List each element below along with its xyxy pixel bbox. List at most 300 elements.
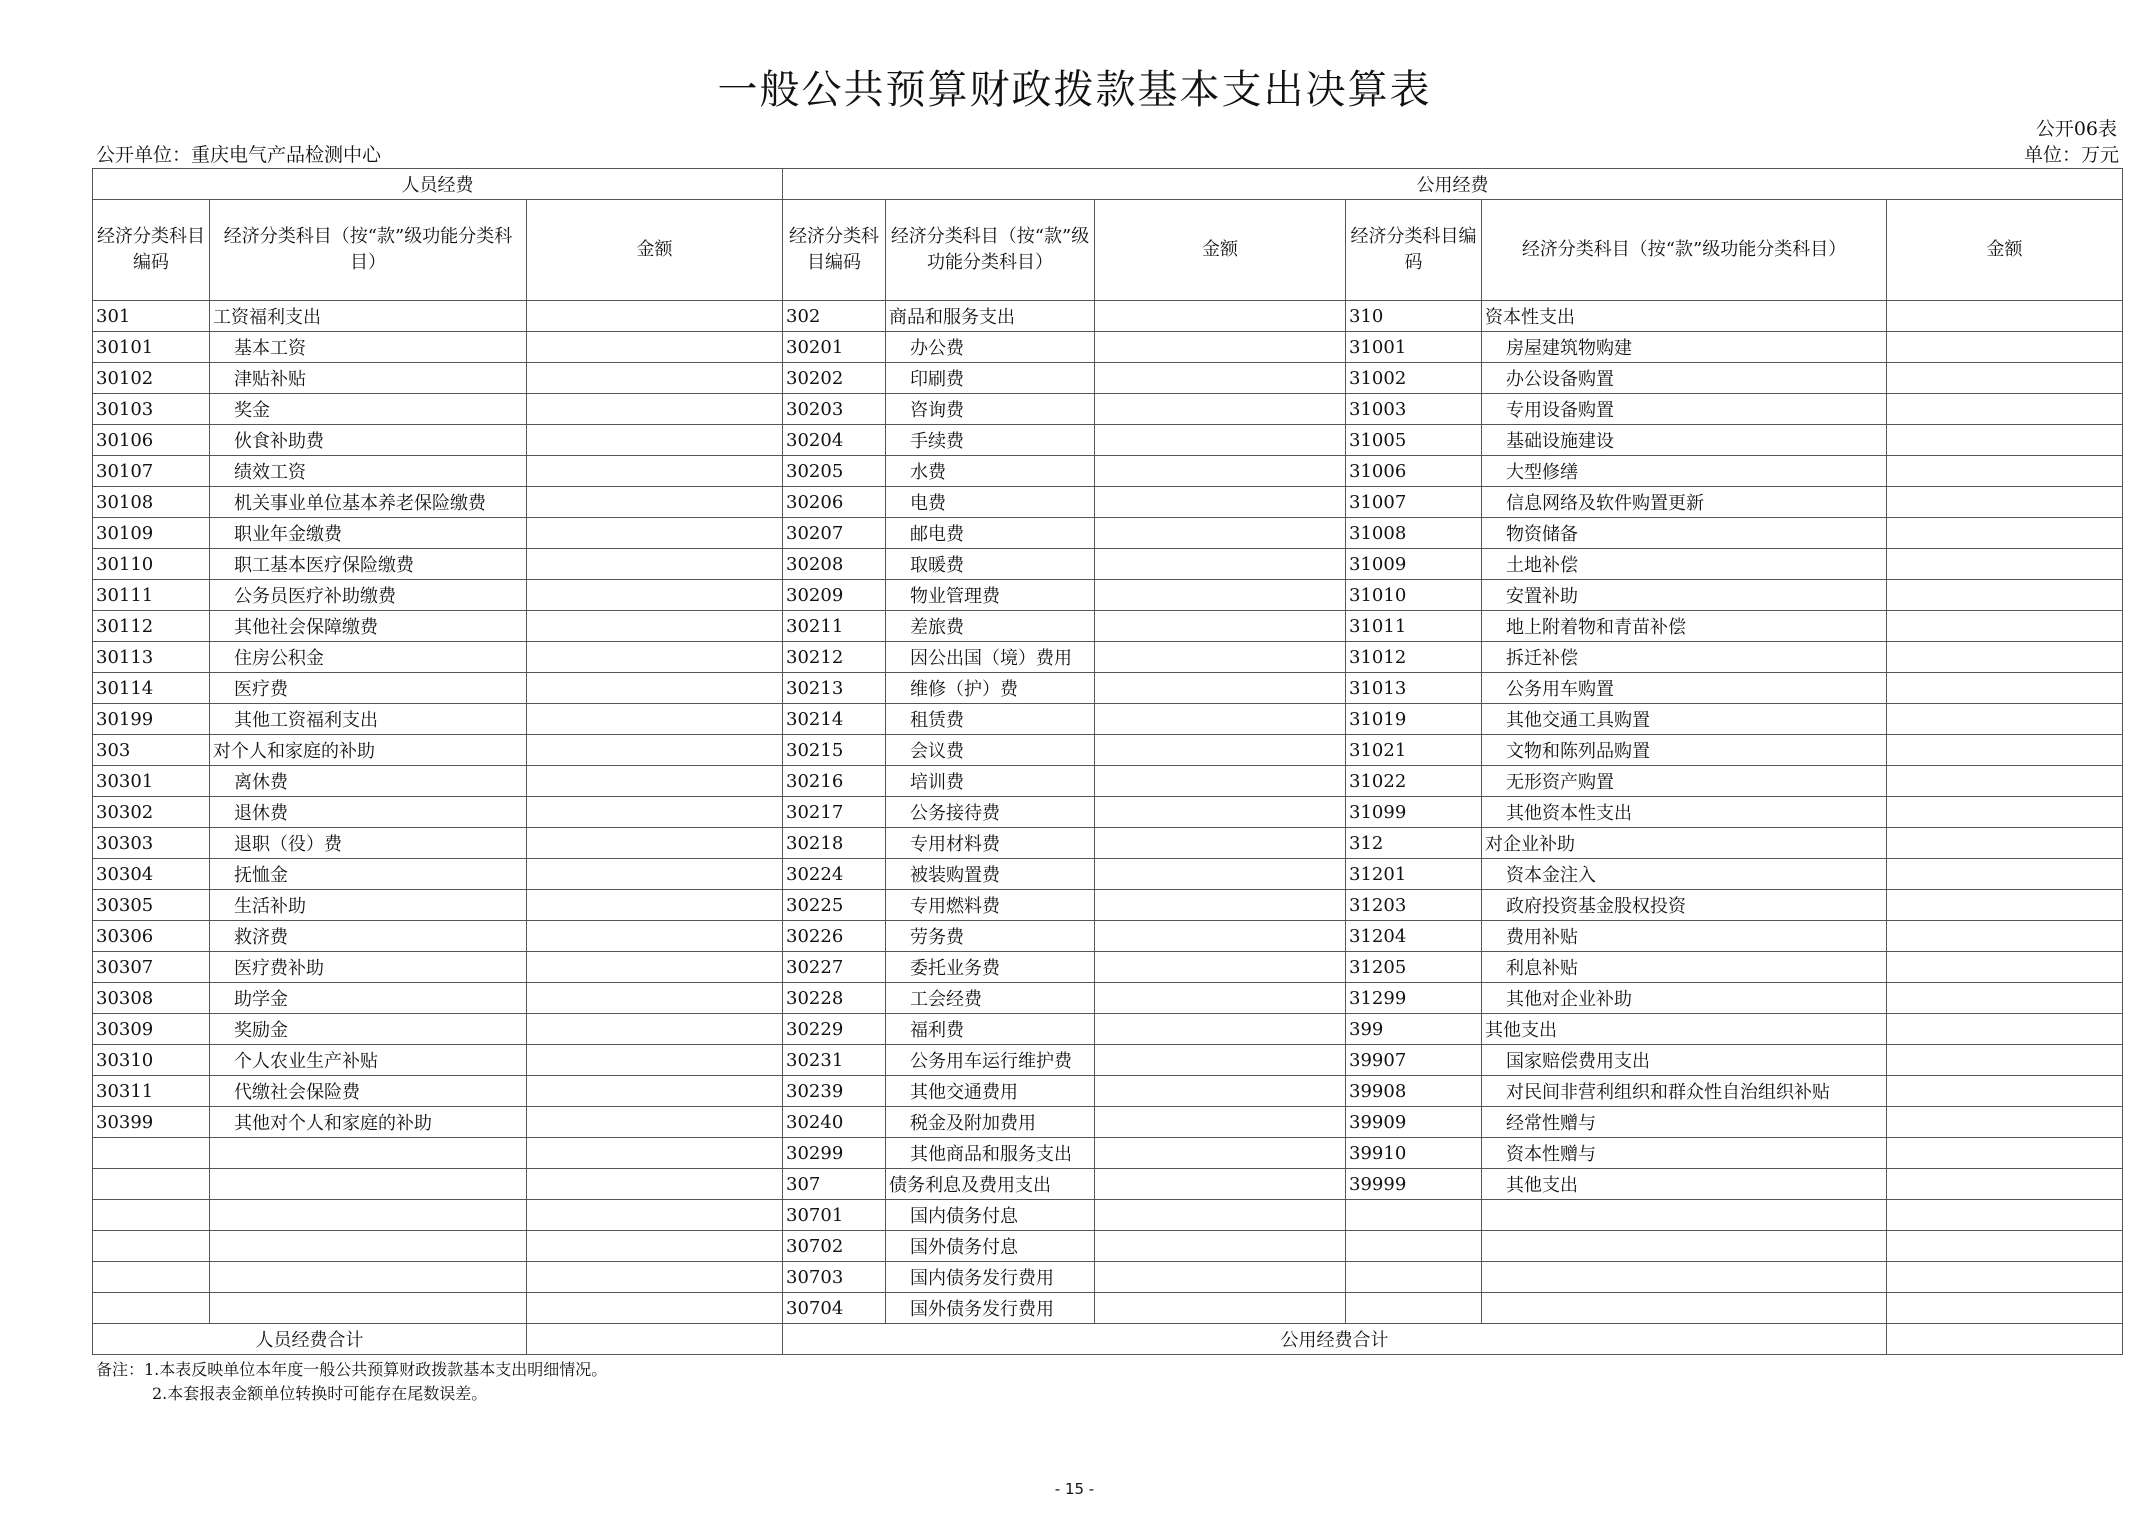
goods-amount-cell bbox=[1095, 952, 1346, 983]
personnel-amount-cell bbox=[527, 1045, 783, 1076]
personnel-name-cell bbox=[210, 1293, 527, 1324]
goods-amount-cell bbox=[1095, 828, 1346, 859]
capital-code-cell: 31299 bbox=[1346, 983, 1482, 1014]
table-row bbox=[93, 921, 2123, 952]
goods-name-cell: 劳务费 bbox=[886, 921, 1095, 952]
goods-name-cell: 专用材料费 bbox=[886, 828, 1095, 859]
page-number: - 15 - bbox=[1054, 1480, 1095, 1498]
capital-amount-cell bbox=[1887, 332, 2123, 363]
goods-amount-cell bbox=[1095, 1262, 1346, 1293]
capital-amount-cell bbox=[1887, 859, 2123, 890]
goods-code-cell: 30227 bbox=[783, 952, 886, 983]
capital-amount-cell bbox=[1887, 642, 2123, 673]
capital-name-cell: 资本性赠与 bbox=[1482, 1138, 1887, 1169]
personnel-amount-cell bbox=[527, 363, 783, 394]
goods-amount-cell bbox=[1095, 890, 1346, 921]
column-header-row bbox=[93, 200, 2123, 301]
capital-name-cell: 无形资产购置 bbox=[1482, 766, 1887, 797]
capital-code-cell: 31009 bbox=[1346, 549, 1482, 580]
goods-amount-cell bbox=[1095, 642, 1346, 673]
goods-amount-cell bbox=[1095, 301, 1346, 332]
capital-code-cell: 31204 bbox=[1346, 921, 1482, 952]
capital-code-cell: 39910 bbox=[1346, 1138, 1482, 1169]
goods-code-cell: 30226 bbox=[783, 921, 886, 952]
col-header-capital-amount: 金额 bbox=[1887, 200, 2123, 301]
goods-code-cell: 30225 bbox=[783, 890, 886, 921]
capital-amount-cell bbox=[1887, 1076, 2123, 1107]
personnel-name-cell: 职工基本医疗保险缴费 bbox=[210, 549, 527, 580]
goods-code-cell: 30207 bbox=[783, 518, 886, 549]
capital-name-cell: 利息补贴 bbox=[1482, 952, 1887, 983]
capital-code-cell: 31013 bbox=[1346, 673, 1482, 704]
capital-name-cell bbox=[1482, 1262, 1887, 1293]
personnel-amount-cell bbox=[527, 1200, 783, 1231]
goods-name-cell: 债务利息及费用支出 bbox=[886, 1169, 1095, 1200]
personnel-amount-cell bbox=[527, 611, 783, 642]
capital-name-cell: 其他资本性支出 bbox=[1482, 797, 1887, 828]
personnel-name-cell: 医疗费 bbox=[210, 673, 527, 704]
goods-amount-cell bbox=[1095, 425, 1346, 456]
personnel-amount-cell bbox=[527, 890, 783, 921]
table-body bbox=[93, 301, 2123, 1324]
personnel-code-cell: 30101 bbox=[93, 332, 210, 363]
capital-code-cell: 31011 bbox=[1346, 611, 1482, 642]
personnel-amount-cell bbox=[527, 518, 783, 549]
personnel-code-cell: 30102 bbox=[93, 363, 210, 394]
personnel-name-cell: 离休费 bbox=[210, 766, 527, 797]
goods-amount-cell bbox=[1095, 704, 1346, 735]
goods-name-cell: 办公费 bbox=[886, 332, 1095, 363]
col-header-personnel-name: 经济分类科目（按“款”级功能分类科目） bbox=[210, 200, 527, 301]
personnel-name-cell bbox=[210, 1169, 527, 1200]
goods-name-cell: 物业管理费 bbox=[886, 580, 1095, 611]
personnel-amount-cell bbox=[527, 797, 783, 828]
personnel-amount-cell bbox=[527, 859, 783, 890]
goods-name-cell: 咨询费 bbox=[886, 394, 1095, 425]
capital-code-cell bbox=[1346, 1200, 1482, 1231]
personnel-amount-cell bbox=[527, 828, 783, 859]
capital-name-cell: 房屋建筑物购建 bbox=[1482, 332, 1887, 363]
goods-amount-cell bbox=[1095, 859, 1346, 890]
goods-amount-cell bbox=[1095, 1107, 1346, 1138]
capital-name-cell: 公务用车购置 bbox=[1482, 673, 1887, 704]
capital-name-cell: 资本金注入 bbox=[1482, 859, 1887, 890]
capital-code-cell: 312 bbox=[1346, 828, 1482, 859]
table-row bbox=[93, 518, 2123, 549]
table-row bbox=[93, 456, 2123, 487]
personnel-amount-cell bbox=[527, 1014, 783, 1045]
goods-code-cell: 30202 bbox=[783, 363, 886, 394]
capital-code-cell: 39908 bbox=[1346, 1076, 1482, 1107]
capital-name-cell: 政府投资基金股权投资 bbox=[1482, 890, 1887, 921]
col-header-capital-name: 经济分类科目（按“款”级功能分类科目） bbox=[1482, 200, 1887, 301]
capital-amount-cell bbox=[1887, 425, 2123, 456]
capital-amount-cell bbox=[1887, 611, 2123, 642]
goods-amount-cell bbox=[1095, 1169, 1346, 1200]
table-row bbox=[93, 704, 2123, 735]
capital-name-cell: 对民间非营利组织和群众性自治组织补贴 bbox=[1482, 1076, 1887, 1107]
goods-code-cell: 30209 bbox=[783, 580, 886, 611]
capital-code-cell: 399 bbox=[1346, 1014, 1482, 1045]
personnel-name-cell: 助学金 bbox=[210, 983, 527, 1014]
capital-code-cell: 31002 bbox=[1346, 363, 1482, 394]
goods-amount-cell bbox=[1095, 1076, 1346, 1107]
capital-amount-cell bbox=[1887, 673, 2123, 704]
goods-name-cell: 取暖费 bbox=[886, 549, 1095, 580]
personnel-code-cell bbox=[93, 1169, 210, 1200]
capital-name-cell bbox=[1482, 1231, 1887, 1262]
capital-code-cell: 39909 bbox=[1346, 1107, 1482, 1138]
personnel-name-cell: 公务员医疗补助缴费 bbox=[210, 580, 527, 611]
personnel-code-cell: 30109 bbox=[93, 518, 210, 549]
capital-name-cell: 费用补贴 bbox=[1482, 921, 1887, 952]
goods-amount-cell bbox=[1095, 1045, 1346, 1076]
goods-amount-cell bbox=[1095, 1014, 1346, 1045]
goods-name-cell: 专用燃料费 bbox=[886, 890, 1095, 921]
capital-amount-cell bbox=[1887, 580, 2123, 611]
goods-code-cell: 30205 bbox=[783, 456, 886, 487]
personnel-name-cell: 基本工资 bbox=[210, 332, 527, 363]
capital-name-cell: 安置补助 bbox=[1482, 580, 1887, 611]
goods-amount-cell bbox=[1095, 983, 1346, 1014]
table-row bbox=[93, 890, 2123, 921]
personnel-amount-cell bbox=[527, 1293, 783, 1324]
personnel-code-cell: 301 bbox=[93, 301, 210, 332]
personnel-code-cell: 30112 bbox=[93, 611, 210, 642]
personnel-name-cell bbox=[210, 1262, 527, 1293]
goods-amount-cell bbox=[1095, 394, 1346, 425]
personnel-amount-cell bbox=[527, 301, 783, 332]
personnel-total-label: 人员经费合计 bbox=[93, 1324, 527, 1355]
table-row bbox=[93, 301, 2123, 332]
personnel-name-cell: 绩效工资 bbox=[210, 456, 527, 487]
personnel-amount-cell bbox=[527, 1076, 783, 1107]
table-row bbox=[93, 549, 2123, 580]
goods-amount-cell bbox=[1095, 1293, 1346, 1324]
goods-code-cell: 30702 bbox=[783, 1231, 886, 1262]
personnel-code-cell: 30199 bbox=[93, 704, 210, 735]
capital-amount-cell bbox=[1887, 1293, 2123, 1324]
expenditure-table bbox=[92, 168, 2123, 1355]
capital-code-cell bbox=[1346, 1231, 1482, 1262]
personnel-code-cell: 303 bbox=[93, 735, 210, 766]
personnel-name-cell: 伙食补助费 bbox=[210, 425, 527, 456]
capital-code-cell: 310 bbox=[1346, 301, 1482, 332]
goods-amount-cell bbox=[1095, 549, 1346, 580]
table-row bbox=[93, 611, 2123, 642]
goods-name-cell: 公务接待费 bbox=[886, 797, 1095, 828]
personnel-amount-cell bbox=[527, 456, 783, 487]
personnel-amount-cell bbox=[527, 332, 783, 363]
capital-name-cell: 经常性赠与 bbox=[1482, 1107, 1887, 1138]
goods-code-cell: 307 bbox=[783, 1169, 886, 1200]
personnel-amount-cell bbox=[527, 549, 783, 580]
goods-code-cell: 30701 bbox=[783, 1200, 886, 1231]
capital-name-cell: 其他支出 bbox=[1482, 1169, 1887, 1200]
goods-name-cell: 税金及附加费用 bbox=[886, 1107, 1095, 1138]
personnel-name-cell: 津贴补贴 bbox=[210, 363, 527, 394]
capital-code-cell: 39907 bbox=[1346, 1045, 1482, 1076]
goods-name-cell: 手续费 bbox=[886, 425, 1095, 456]
personnel-name-cell: 救济费 bbox=[210, 921, 527, 952]
goods-name-cell: 国内债务发行费用 bbox=[886, 1262, 1095, 1293]
capital-amount-cell bbox=[1887, 549, 2123, 580]
goods-name-cell: 工会经费 bbox=[886, 983, 1095, 1014]
capital-name-cell: 拆迁补偿 bbox=[1482, 642, 1887, 673]
personnel-amount-cell bbox=[527, 1231, 783, 1262]
table-row bbox=[93, 1293, 2123, 1324]
personnel-code-cell: 30113 bbox=[93, 642, 210, 673]
capital-amount-cell bbox=[1887, 983, 2123, 1014]
goods-amount-cell bbox=[1095, 580, 1346, 611]
capital-amount-cell bbox=[1887, 1107, 2123, 1138]
personnel-name-cell: 住房公积金 bbox=[210, 642, 527, 673]
personnel-amount-cell bbox=[527, 921, 783, 952]
goods-code-cell: 302 bbox=[783, 301, 886, 332]
notes bbox=[96, 1358, 607, 1406]
goods-code-cell: 30211 bbox=[783, 611, 886, 642]
capital-code-cell: 31022 bbox=[1346, 766, 1482, 797]
capital-code-cell: 31005 bbox=[1346, 425, 1482, 456]
goods-name-cell: 邮电费 bbox=[886, 518, 1095, 549]
goods-name-cell: 会议费 bbox=[886, 735, 1095, 766]
public-group-header: 公用经费 bbox=[783, 169, 2123, 200]
col-header-goods-code: 经济分类科目编码 bbox=[783, 200, 886, 301]
personnel-amount-cell bbox=[527, 735, 783, 766]
personnel-amount-cell bbox=[527, 952, 783, 983]
goods-amount-cell bbox=[1095, 518, 1346, 549]
personnel-name-cell: 工资福利支出 bbox=[210, 301, 527, 332]
capital-amount-cell bbox=[1887, 518, 2123, 549]
goods-code-cell: 30228 bbox=[783, 983, 886, 1014]
capital-name-cell: 国家赔偿费用支出 bbox=[1482, 1045, 1887, 1076]
goods-code-cell: 30215 bbox=[783, 735, 886, 766]
capital-amount-cell bbox=[1887, 921, 2123, 952]
capital-amount-cell bbox=[1887, 1138, 2123, 1169]
goods-name-cell: 水费 bbox=[886, 456, 1095, 487]
goods-name-cell: 维修（护）费 bbox=[886, 673, 1095, 704]
personnel-amount-cell bbox=[527, 673, 783, 704]
unit-line bbox=[96, 140, 2119, 166]
reporting-organization: 公开单位：重庆电气产品检测中心 bbox=[96, 144, 382, 166]
capital-name-cell: 其他对企业补助 bbox=[1482, 983, 1887, 1014]
capital-amount-cell bbox=[1887, 1045, 2123, 1076]
capital-name-cell: 基础设施建设 bbox=[1482, 425, 1887, 456]
personnel-amount-cell bbox=[527, 394, 783, 425]
capital-amount-cell bbox=[1887, 394, 2123, 425]
capital-name-cell: 土地补偿 bbox=[1482, 549, 1887, 580]
goods-name-cell: 公务用车运行维护费 bbox=[886, 1045, 1095, 1076]
table-row bbox=[93, 952, 2123, 983]
personnel-group-header: 人员经费 bbox=[93, 169, 783, 200]
goods-name-cell: 电费 bbox=[886, 487, 1095, 518]
personnel-code-cell bbox=[93, 1138, 210, 1169]
goods-code-cell: 30208 bbox=[783, 549, 886, 580]
table-row bbox=[93, 394, 2123, 425]
goods-code-cell: 30204 bbox=[783, 425, 886, 456]
personnel-name-cell: 奖金 bbox=[210, 394, 527, 425]
page-title: 一般公共预算财政拨款基本支出决算表 bbox=[717, 67, 1432, 113]
personnel-amount-cell bbox=[527, 1138, 783, 1169]
capital-name-cell bbox=[1482, 1293, 1887, 1324]
personnel-code-cell: 30110 bbox=[93, 549, 210, 580]
personnel-name-cell: 其他工资福利支出 bbox=[210, 704, 527, 735]
table-row bbox=[93, 828, 2123, 859]
table-row bbox=[93, 363, 2123, 394]
capital-name-cell: 信息网络及软件购置更新 bbox=[1482, 487, 1887, 518]
capital-name-cell: 文物和陈列品购置 bbox=[1482, 735, 1887, 766]
capital-code-cell: 31008 bbox=[1346, 518, 1482, 549]
personnel-code-cell: 30310 bbox=[93, 1045, 210, 1076]
capital-code-cell: 31007 bbox=[1346, 487, 1482, 518]
personnel-code-cell bbox=[93, 1200, 210, 1231]
personnel-name-cell bbox=[210, 1200, 527, 1231]
personnel-amount-cell bbox=[527, 1169, 783, 1200]
goods-name-cell: 印刷费 bbox=[886, 363, 1095, 394]
capital-code-cell: 31003 bbox=[1346, 394, 1482, 425]
personnel-name-cell: 其他对个人和家庭的补助 bbox=[210, 1107, 527, 1138]
goods-amount-cell bbox=[1095, 1231, 1346, 1262]
personnel-code-cell: 30114 bbox=[93, 673, 210, 704]
personnel-code-cell: 30107 bbox=[93, 456, 210, 487]
table-number: 公开06表 bbox=[2035, 118, 2117, 140]
table-row bbox=[93, 735, 2123, 766]
capital-amount-cell bbox=[1887, 1231, 2123, 1262]
goods-amount-cell bbox=[1095, 487, 1346, 518]
personnel-code-cell: 30111 bbox=[93, 580, 210, 611]
goods-name-cell: 国外债务付息 bbox=[886, 1231, 1095, 1262]
goods-code-cell: 30206 bbox=[783, 487, 886, 518]
personnel-name-cell: 医疗费补助 bbox=[210, 952, 527, 983]
capital-code-cell: 31001 bbox=[1346, 332, 1482, 363]
goods-amount-cell bbox=[1095, 921, 1346, 952]
capital-amount-cell bbox=[1887, 1169, 2123, 1200]
personnel-name-cell: 退职（役）费 bbox=[210, 828, 527, 859]
goods-name-cell: 商品和服务支出 bbox=[886, 301, 1095, 332]
table-row bbox=[93, 580, 2123, 611]
goods-name-cell: 其他商品和服务支出 bbox=[886, 1138, 1095, 1169]
goods-code-cell: 30218 bbox=[783, 828, 886, 859]
goods-name-cell: 委托业务费 bbox=[886, 952, 1095, 983]
capital-code-cell: 31012 bbox=[1346, 642, 1482, 673]
personnel-code-cell: 30304 bbox=[93, 859, 210, 890]
col-header-goods-amount: 金额 bbox=[1095, 200, 1346, 301]
personnel-code-cell bbox=[93, 1262, 210, 1293]
currency-unit: 单位：万元 bbox=[2023, 144, 2119, 166]
goods-amount-cell bbox=[1095, 456, 1346, 487]
capital-amount-cell bbox=[1887, 890, 2123, 921]
table-row bbox=[93, 673, 2123, 704]
table-row bbox=[93, 642, 2123, 673]
public-total-label: 公用经费合计 bbox=[783, 1324, 1887, 1355]
personnel-amount-cell bbox=[527, 580, 783, 611]
capital-name-cell: 对企业补助 bbox=[1482, 828, 1887, 859]
table-row bbox=[93, 983, 2123, 1014]
table-row bbox=[93, 1200, 2123, 1231]
capital-name-cell: 专用设备购置 bbox=[1482, 394, 1887, 425]
capital-code-cell: 31205 bbox=[1346, 952, 1482, 983]
personnel-code-cell: 30305 bbox=[93, 890, 210, 921]
personnel-code-cell: 30106 bbox=[93, 425, 210, 456]
personnel-amount-cell bbox=[527, 766, 783, 797]
goods-code-cell: 30212 bbox=[783, 642, 886, 673]
personnel-amount-cell bbox=[527, 487, 783, 518]
capital-amount-cell bbox=[1887, 487, 2123, 518]
table-row bbox=[93, 859, 2123, 890]
capital-code-cell: 31021 bbox=[1346, 735, 1482, 766]
goods-name-cell: 被装购置费 bbox=[886, 859, 1095, 890]
personnel-code-cell: 30308 bbox=[93, 983, 210, 1014]
capital-name-cell: 办公设备购置 bbox=[1482, 363, 1887, 394]
table-row bbox=[93, 1231, 2123, 1262]
goods-code-cell: 30240 bbox=[783, 1107, 886, 1138]
capital-name-cell: 其他支出 bbox=[1482, 1014, 1887, 1045]
goods-code-cell: 30229 bbox=[783, 1014, 886, 1045]
personnel-name-cell: 代缴社会保险费 bbox=[210, 1076, 527, 1107]
capital-code-cell: 31010 bbox=[1346, 580, 1482, 611]
capital-amount-cell bbox=[1887, 456, 2123, 487]
group-header-row bbox=[93, 169, 2123, 200]
capital-amount-cell bbox=[1887, 704, 2123, 735]
personnel-code-cell: 30311 bbox=[93, 1076, 210, 1107]
capital-name-cell: 大型修缮 bbox=[1482, 456, 1887, 487]
personnel-total-value bbox=[527, 1324, 783, 1355]
capital-amount-cell bbox=[1887, 797, 2123, 828]
personnel-code-cell: 30103 bbox=[93, 394, 210, 425]
table-row bbox=[93, 425, 2123, 456]
table-row bbox=[93, 332, 2123, 363]
personnel-name-cell: 奖励金 bbox=[210, 1014, 527, 1045]
capital-amount-cell bbox=[1887, 1200, 2123, 1231]
capital-code-cell: 31006 bbox=[1346, 456, 1482, 487]
personnel-code-cell: 30301 bbox=[93, 766, 210, 797]
capital-code-cell: 31203 bbox=[1346, 890, 1482, 921]
goods-code-cell: 30704 bbox=[783, 1293, 886, 1324]
personnel-name-cell: 生活补助 bbox=[210, 890, 527, 921]
personnel-code-cell: 30306 bbox=[93, 921, 210, 952]
personnel-code-cell: 30399 bbox=[93, 1107, 210, 1138]
goods-name-cell: 国外债务发行费用 bbox=[886, 1293, 1095, 1324]
personnel-name-cell bbox=[210, 1138, 527, 1169]
goods-amount-cell bbox=[1095, 611, 1346, 642]
goods-name-cell: 培训费 bbox=[886, 766, 1095, 797]
public-total-value bbox=[1887, 1324, 2123, 1355]
table-row bbox=[93, 1169, 2123, 1200]
goods-amount-cell bbox=[1095, 766, 1346, 797]
table-row bbox=[93, 1045, 2123, 1076]
table-row bbox=[93, 1138, 2123, 1169]
table-row bbox=[93, 766, 2123, 797]
capital-amount-cell bbox=[1887, 766, 2123, 797]
personnel-name-cell: 对个人和家庭的补助 bbox=[210, 735, 527, 766]
personnel-code-cell bbox=[93, 1231, 210, 1262]
personnel-name-cell: 其他社会保障缴费 bbox=[210, 611, 527, 642]
goods-name-cell: 因公出国（境）费用 bbox=[886, 642, 1095, 673]
goods-amount-cell bbox=[1095, 735, 1346, 766]
goods-code-cell: 30216 bbox=[783, 766, 886, 797]
goods-name-cell: 其他交通费用 bbox=[886, 1076, 1095, 1107]
table-row bbox=[93, 797, 2123, 828]
capital-amount-cell bbox=[1887, 1262, 2123, 1293]
goods-amount-cell bbox=[1095, 673, 1346, 704]
goods-amount-cell bbox=[1095, 1200, 1346, 1231]
personnel-name-cell: 个人农业生产补贴 bbox=[210, 1045, 527, 1076]
table-row bbox=[93, 1107, 2123, 1138]
goods-code-cell: 30299 bbox=[783, 1138, 886, 1169]
capital-amount-cell bbox=[1887, 1014, 2123, 1045]
goods-amount-cell bbox=[1095, 1138, 1346, 1169]
table-row bbox=[93, 1076, 2123, 1107]
